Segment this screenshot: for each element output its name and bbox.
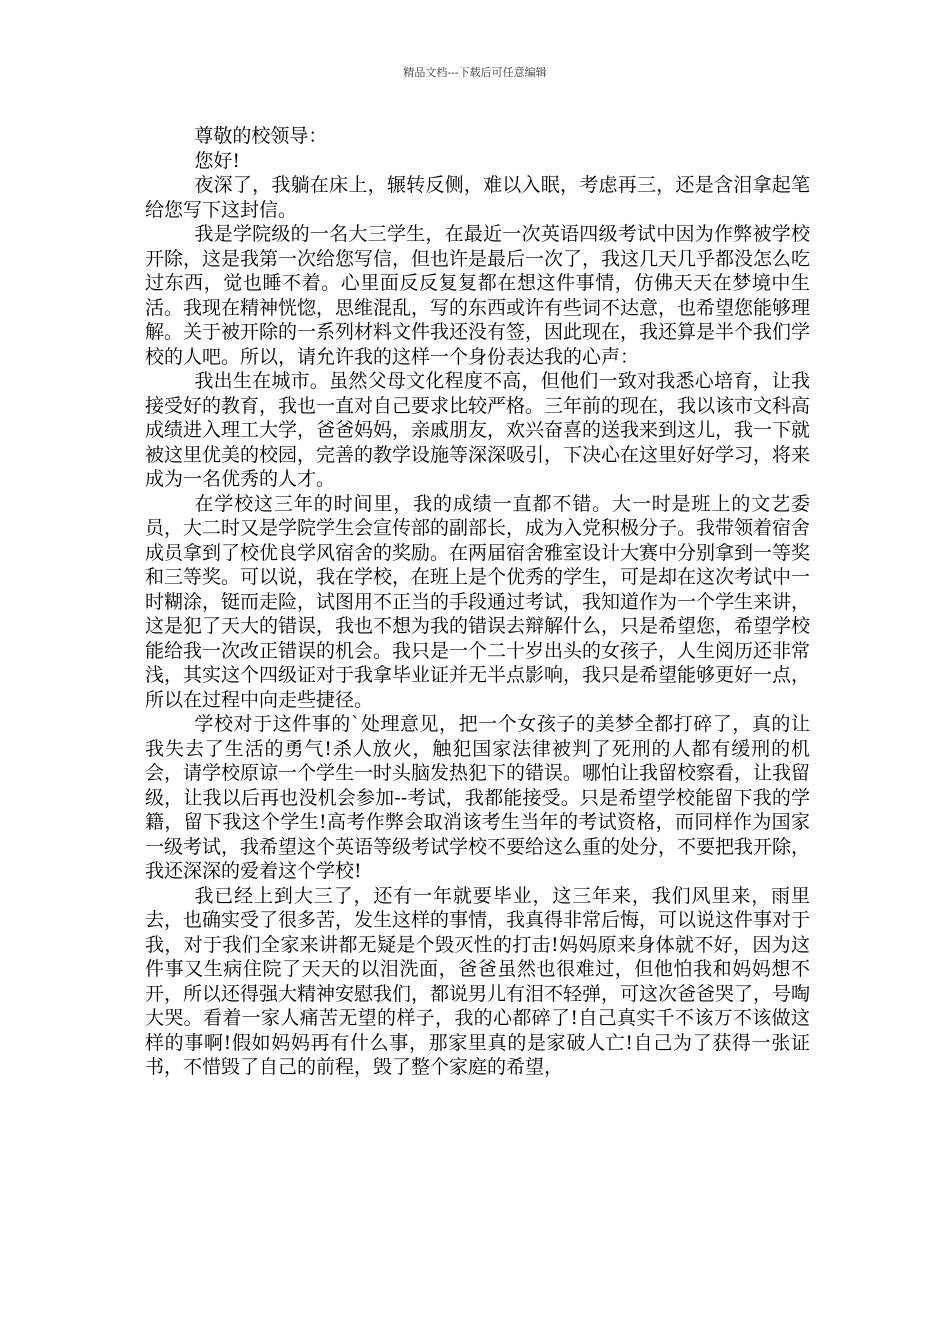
page-header: 精品文档---下载后可任意编辑 <box>403 66 547 79</box>
greeting: 您好! <box>194 149 241 172</box>
paragraph: 我出生在城市。虽然父母文化程度不高，但他们一致对我悉心培育，让我接受好的教育，我也一直对自己要求比较严格。三年前的现在，我以该市文科高成绩进入理工大学，爸爸妈妈，亲戚朋友，欢兴奋喜的送我来到这儿，我一下就被这里优美的校园，完善的教学设施等深深吸引，下决心在这里好好学习，将来成为一名优秀的人才。 <box>145 370 811 490</box>
letter-body <box>145 124 810 1080</box>
paragraph: 夜深了，我躺在床上，辗转反侧，难以入眠，考虑再三，还是含泪拿起笔给您写下这封信。 <box>145 174 810 221</box>
salutation: 尊敬的校领导： <box>194 125 328 147</box>
paragraph: 学校对于这件事的`处理意见，把一个女孩子的美梦全都打碎了，真的让我失去了生活的勇气!杀人放火，触犯国家法律被判了死刑的人都有缓刑的机会，请学校原谅一个学生一时头脑发热犯下的错误。哪怕让我留校察看，让我留级，让我以后再也没机会参加--考试，我都能接受。只是希望学校能留下我的学籍，留下我这个学生!高考作弊会取消该考生当年的考试资格，而同样作为国家一级考试，我希望这个英语等级考试学校不要给这么重的处分，不要把我开除，我还深深的爱着这个学校! <box>145 713 811 882</box>
paragraph: 在学校这三年的时间里，我的成绩一直都不错。大一时是班上的文艺委员，大二时又是学院学生会宣传部的副部长，成为入党积极分子。我带领着宿舍成员拿到了校优良学风宿舍的奖励。在两届宿舍雅室设计大赛中分别拿到一等奖和三等奖。可以说，我在学校，在班上是个优秀的学生，可是却在这次考试中一时糊涂，铤而走险，试图用不正当的手段通过考试，我知道作为一个学生来讲，这是犯了天大的错误，我也不想为我的错误去辩解什么，只是希望您，希望学校能给我一次改正错误的机会。我只是一个二十岁出头的女孩子，人生阅历还非常浅，其实这个四级证对于我拿毕业证并无半点影响，我只是希望能够更好一点，所以在过程中向走些捷径。 <box>145 492 811 711</box>
paragraph: 我已经上到大三了，还有一年就要毕业，这三年来，我们风里来，雨里去，也确实受了很多苦，发生这样的事情，我真得非常后悔，可以说这件事对于我，对于我们全家来讲都无疑是个毁灭性的打击!妈妈原来身体就不好，因为这件事又生病住院了天天的以泪洗面，爸爸虽然也很难过，但他怕我和妈妈想不开，所以还得强大精神安慰我们，都说男儿有泪不轻弹，可这次爸爸哭了，号啕大哭。看着一家人痛苦无望的样子，我的心都碎了!自己真实千不该万不该做这样的事啊!假如妈妈再有什么事，那家里真的是家破人亡!自己为了获得一张证书，不惜毁了自己的前程，毁了整个家庭的希望， <box>145 884 811 1078</box>
paragraph: 我是学院级的一名大三学生，在最近一次英语四级考试中因为作弊被学校开除，这是我第一次给您写信，但也许是最后一次了，我这几天几乎都没怎么吃过东西，觉也睡不着。心里面反反复复都在想这件事情，仿佛天天在梦境中生活。我现在精神恍惚，思维混乱，写的东西或许有些词不达意，也希望您能够理解。关于被开除的一系列材料文件我还没有签，因此现在，我还算是半个我们学校的人吧。所以，请允许我的这样一个身份表达我的心声： <box>145 223 811 368</box>
